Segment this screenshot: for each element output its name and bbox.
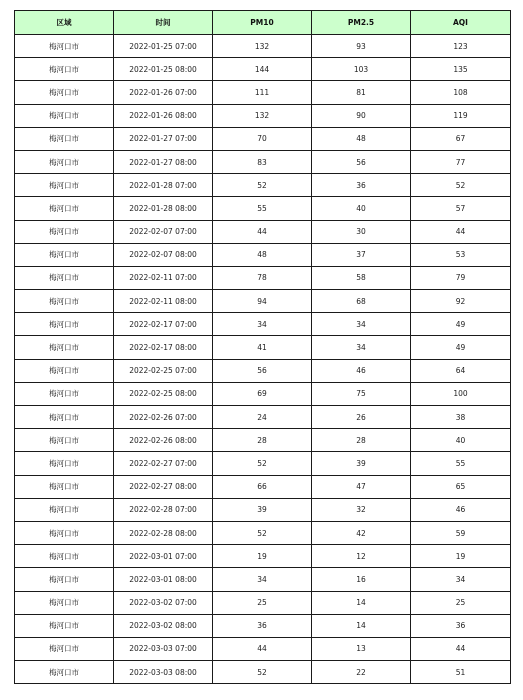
time-cell: 2022-01-25 08:00 — [114, 58, 213, 81]
time-cell: 2022-02-11 08:00 — [114, 290, 213, 313]
aqi-cell: 44 — [411, 220, 511, 243]
pm25-cell: 32 — [312, 498, 411, 521]
column-header-time: 时间 — [114, 11, 213, 35]
table-row — [15, 568, 511, 591]
pm25-cell: 26 — [312, 406, 411, 429]
table-row — [15, 243, 511, 266]
district-cell: 梅河口市 — [15, 174, 114, 197]
aqi-cell: 135 — [411, 58, 511, 81]
pm25-cell: 75 — [312, 382, 411, 405]
pm10-cell: 52 — [213, 521, 312, 544]
time-cell: 2022-02-27 08:00 — [114, 475, 213, 498]
pm10-cell: 69 — [213, 382, 312, 405]
pm10-cell: 39 — [213, 498, 312, 521]
time-cell: 2022-02-26 08:00 — [114, 429, 213, 452]
pm25-cell: 42 — [312, 521, 411, 544]
table-row — [15, 336, 511, 359]
district-cell: 梅河口市 — [15, 150, 114, 173]
pm10-cell: 132 — [213, 35, 312, 58]
aqi-cell: 51 — [411, 661, 511, 684]
table-row — [15, 521, 511, 544]
column-header-district: 区域 — [15, 11, 114, 35]
pm10-cell: 28 — [213, 429, 312, 452]
aqi-cell: 49 — [411, 313, 511, 336]
aqi-cell: 25 — [411, 591, 511, 614]
time-cell: 2022-03-02 07:00 — [114, 591, 213, 614]
pm25-cell: 16 — [312, 568, 411, 591]
district-cell: 梅河口市 — [15, 591, 114, 614]
pm25-cell: 12 — [312, 545, 411, 568]
table-row — [15, 197, 511, 220]
time-cell: 2022-03-01 08:00 — [114, 568, 213, 591]
header-row — [15, 11, 511, 35]
table-row — [15, 498, 511, 521]
pm25-cell: 37 — [312, 243, 411, 266]
aqi-cell: 108 — [411, 81, 511, 104]
time-cell: 2022-02-25 08:00 — [114, 382, 213, 405]
table-row — [15, 591, 511, 614]
aqi-cell: 55 — [411, 452, 511, 475]
aqi-cell: 77 — [411, 150, 511, 173]
time-cell: 2022-02-26 07:00 — [114, 406, 213, 429]
time-cell: 2022-03-03 07:00 — [114, 637, 213, 660]
district-cell: 梅河口市 — [15, 521, 114, 544]
pm10-cell: 25 — [213, 591, 312, 614]
pm25-cell: 47 — [312, 475, 411, 498]
pm10-cell: 55 — [213, 197, 312, 220]
air-quality-sheet — [14, 10, 511, 684]
time-cell: 2022-02-27 07:00 — [114, 452, 213, 475]
district-cell: 梅河口市 — [15, 81, 114, 104]
pm10-cell: 111 — [213, 81, 312, 104]
pm25-cell: 14 — [312, 614, 411, 637]
pm25-cell: 30 — [312, 220, 411, 243]
table-row — [15, 359, 511, 382]
aqi-cell: 79 — [411, 266, 511, 289]
district-cell: 梅河口市 — [15, 104, 114, 127]
table-row — [15, 614, 511, 637]
pm10-cell: 144 — [213, 58, 312, 81]
time-cell: 2022-02-17 08:00 — [114, 336, 213, 359]
table-row — [15, 104, 511, 127]
table-row — [15, 452, 511, 475]
pm10-cell: 34 — [213, 313, 312, 336]
table-row — [15, 382, 511, 405]
time-cell: 2022-01-28 07:00 — [114, 174, 213, 197]
table-row — [15, 475, 511, 498]
district-cell: 梅河口市 — [15, 290, 114, 313]
pm25-cell: 40 — [312, 197, 411, 220]
table-row — [15, 266, 511, 289]
district-cell: 梅河口市 — [15, 568, 114, 591]
aqi-cell: 38 — [411, 406, 511, 429]
pm25-cell: 34 — [312, 336, 411, 359]
table-body — [15, 35, 511, 684]
pm10-cell: 132 — [213, 104, 312, 127]
table-row — [15, 290, 511, 313]
table-header — [15, 11, 511, 35]
time-cell: 2022-02-28 07:00 — [114, 498, 213, 521]
pm10-cell: 19 — [213, 545, 312, 568]
time-cell: 2022-03-01 07:00 — [114, 545, 213, 568]
time-cell: 2022-02-28 08:00 — [114, 521, 213, 544]
aqi-cell: 65 — [411, 475, 511, 498]
pm10-cell: 44 — [213, 637, 312, 660]
district-cell: 梅河口市 — [15, 58, 114, 81]
pm10-cell: 24 — [213, 406, 312, 429]
time-cell: 2022-03-02 08:00 — [114, 614, 213, 637]
column-header-pm10: PM10 — [213, 11, 312, 35]
district-cell: 梅河口市 — [15, 475, 114, 498]
time-cell: 2022-01-27 08:00 — [114, 150, 213, 173]
district-cell: 梅河口市 — [15, 614, 114, 637]
time-cell: 2022-01-26 07:00 — [114, 81, 213, 104]
district-cell: 梅河口市 — [15, 406, 114, 429]
time-cell: 2022-02-25 07:00 — [114, 359, 213, 382]
aqi-cell: 44 — [411, 637, 511, 660]
table-row — [15, 406, 511, 429]
pm25-cell: 14 — [312, 591, 411, 614]
aqi-cell: 57 — [411, 197, 511, 220]
aqi-cell: 36 — [411, 614, 511, 637]
pm10-cell: 83 — [213, 150, 312, 173]
pm25-cell: 34 — [312, 313, 411, 336]
pm10-cell: 34 — [213, 568, 312, 591]
district-cell: 梅河口市 — [15, 243, 114, 266]
district-cell: 梅河口市 — [15, 359, 114, 382]
district-cell: 梅河口市 — [15, 266, 114, 289]
pm10-cell: 44 — [213, 220, 312, 243]
district-cell: 梅河口市 — [15, 313, 114, 336]
district-cell: 梅河口市 — [15, 382, 114, 405]
district-cell: 梅河口市 — [15, 661, 114, 684]
time-cell: 2022-01-25 07:00 — [114, 35, 213, 58]
pm25-cell: 56 — [312, 150, 411, 173]
pm25-cell: 58 — [312, 266, 411, 289]
time-cell: 2022-02-17 07:00 — [114, 313, 213, 336]
table-row — [15, 545, 511, 568]
table-row — [15, 58, 511, 81]
aqi-cell: 34 — [411, 568, 511, 591]
time-cell: 2022-02-11 07:00 — [114, 266, 213, 289]
time-cell: 2022-03-03 08:00 — [114, 661, 213, 684]
column-header-pm25: PM2.5 — [312, 11, 411, 35]
table-row — [15, 127, 511, 150]
time-cell: 2022-02-07 07:00 — [114, 220, 213, 243]
aqi-cell: 64 — [411, 359, 511, 382]
pm25-cell: 90 — [312, 104, 411, 127]
time-cell: 2022-01-27 07:00 — [114, 127, 213, 150]
district-cell: 梅河口市 — [15, 498, 114, 521]
pm10-cell: 48 — [213, 243, 312, 266]
table-row — [15, 150, 511, 173]
table-row — [15, 220, 511, 243]
pm10-cell: 52 — [213, 452, 312, 475]
table-row — [15, 35, 511, 58]
pm25-cell: 22 — [312, 661, 411, 684]
column-header-aqi: AQI — [411, 11, 511, 35]
pm25-cell: 46 — [312, 359, 411, 382]
district-cell: 梅河口市 — [15, 127, 114, 150]
pm25-cell: 13 — [312, 637, 411, 660]
district-cell: 梅河口市 — [15, 429, 114, 452]
aqi-cell: 59 — [411, 521, 511, 544]
pm10-cell: 70 — [213, 127, 312, 150]
aqi-cell: 40 — [411, 429, 511, 452]
aqi-cell: 52 — [411, 174, 511, 197]
aqi-cell: 49 — [411, 336, 511, 359]
pm25-cell: 81 — [312, 81, 411, 104]
aqi-cell: 46 — [411, 498, 511, 521]
time-cell: 2022-01-28 08:00 — [114, 197, 213, 220]
aqi-cell: 19 — [411, 545, 511, 568]
time-cell: 2022-01-26 08:00 — [114, 104, 213, 127]
pm10-cell: 66 — [213, 475, 312, 498]
aqi-cell: 119 — [411, 104, 511, 127]
pm10-cell: 41 — [213, 336, 312, 359]
district-cell: 梅河口市 — [15, 545, 114, 568]
table-row — [15, 313, 511, 336]
aqi-cell: 123 — [411, 35, 511, 58]
pm25-cell: 36 — [312, 174, 411, 197]
pm25-cell: 39 — [312, 452, 411, 475]
aqi-cell: 92 — [411, 290, 511, 313]
pm10-cell: 56 — [213, 359, 312, 382]
table-row — [15, 637, 511, 660]
air-quality-table — [14, 10, 511, 684]
time-cell: 2022-02-07 08:00 — [114, 243, 213, 266]
pm10-cell: 52 — [213, 174, 312, 197]
pm25-cell: 103 — [312, 58, 411, 81]
pm10-cell: 78 — [213, 266, 312, 289]
pm10-cell: 94 — [213, 290, 312, 313]
district-cell: 梅河口市 — [15, 452, 114, 475]
district-cell: 梅河口市 — [15, 220, 114, 243]
district-cell: 梅河口市 — [15, 336, 114, 359]
pm25-cell: 93 — [312, 35, 411, 58]
table-row — [15, 429, 511, 452]
table-row — [15, 661, 511, 684]
pm25-cell: 28 — [312, 429, 411, 452]
pm10-cell: 36 — [213, 614, 312, 637]
district-cell: 梅河口市 — [15, 197, 114, 220]
table-row — [15, 174, 511, 197]
aqi-cell: 67 — [411, 127, 511, 150]
aqi-cell: 100 — [411, 382, 511, 405]
district-cell: 梅河口市 — [15, 637, 114, 660]
aqi-cell: 53 — [411, 243, 511, 266]
pm25-cell: 68 — [312, 290, 411, 313]
district-cell: 梅河口市 — [15, 35, 114, 58]
table-row — [15, 81, 511, 104]
pm10-cell: 52 — [213, 661, 312, 684]
pm25-cell: 48 — [312, 127, 411, 150]
